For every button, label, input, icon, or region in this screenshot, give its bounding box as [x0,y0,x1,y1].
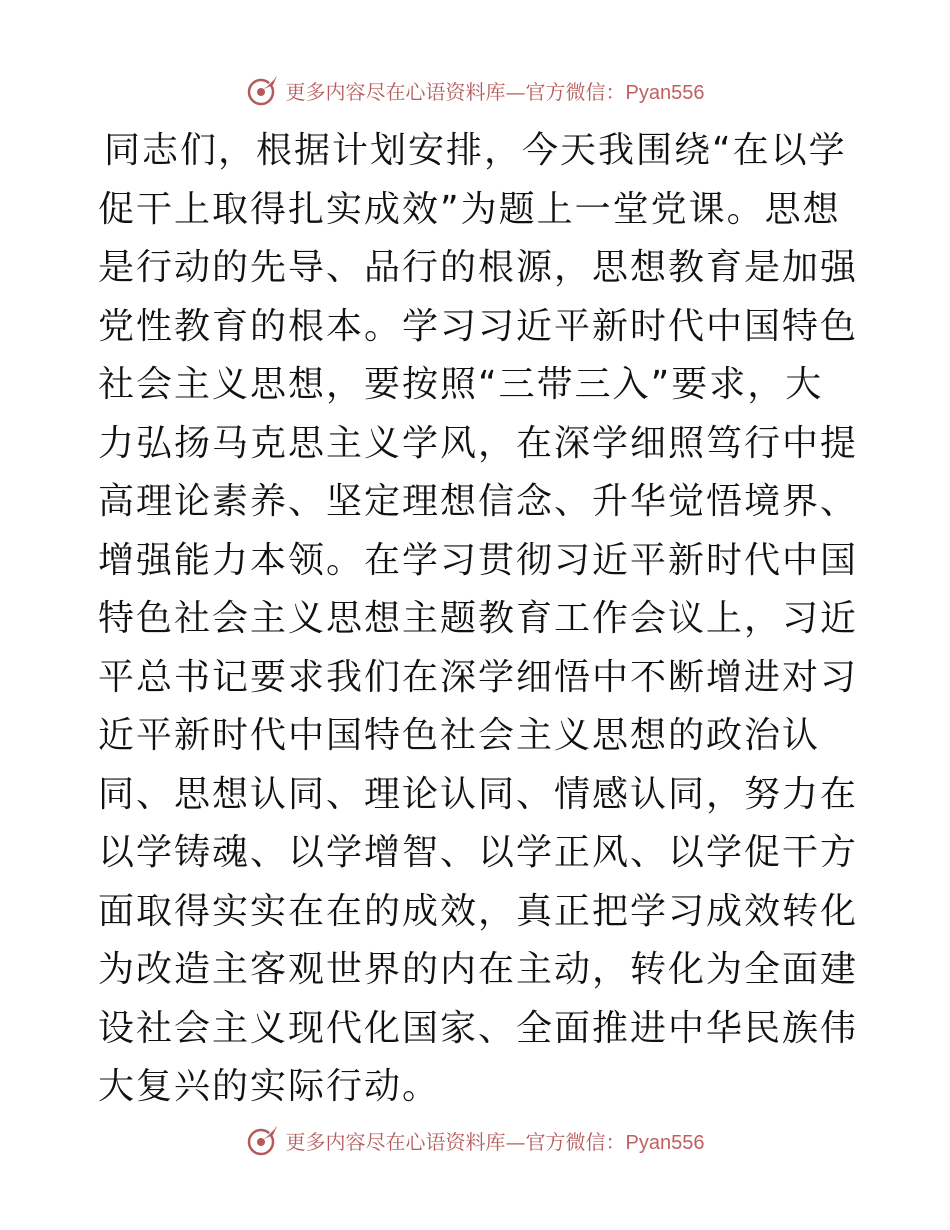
header-banner-main: 更多内容尽在心语资料库 [285,79,506,104]
feather-quill-logo-icon [246,1123,280,1157]
footer-banner [0,1120,950,1160]
footer-banner-wechat-label: 官方微信： [525,1129,626,1154]
feather-quill-logo-icon [246,73,280,107]
header-banner-text [286,76,705,105]
header-banner-wechat-id: Pyan556 [625,81,705,104]
footer-banner-wechat-id: Pyan556 [625,1131,705,1154]
footer-banner-dash: — [505,1129,526,1154]
document-paragraph: 同志们，根据计划安排，今天我围绕“在以学促干上取得扎实成效”为题上一堂党课。思想是行动的先导、品行的根源，思想教育是加强党性教育的根本。学习习近平新时代中国特色社会主义思想，要按照“三带三入”要求，大力弘扬马克思主义学风，在深学细照笃行中提高理论素养、坚定理想信念、升华觉悟境界、增强能力本领。在学习贯彻习近平新时代中国特色社会主义思想主题教育工作会议上，习近平总书记要求我们在深学细悟中不断增进对习近平新时代中国特色社会主义思想的政治认同、思想认同、理论认同、情感认同，努力在以学铸魂、以学增智、以学正风、以学促干方面取得实实在在的成效，真正把学习成效转化为改造主客观世界的内在主动，转化为全面建设社会主义现代化国家、全面推进中华民族伟大复兴的实际行动。 [98,130,859,1107]
header-banner-dash: — [505,79,526,104]
footer-banner-main: 更多内容尽在心语资料库 [285,1129,506,1154]
header-banner-wechat-label: 官方微信： [525,79,626,104]
header-banner [0,70,950,110]
footer-banner-text [286,1126,705,1155]
